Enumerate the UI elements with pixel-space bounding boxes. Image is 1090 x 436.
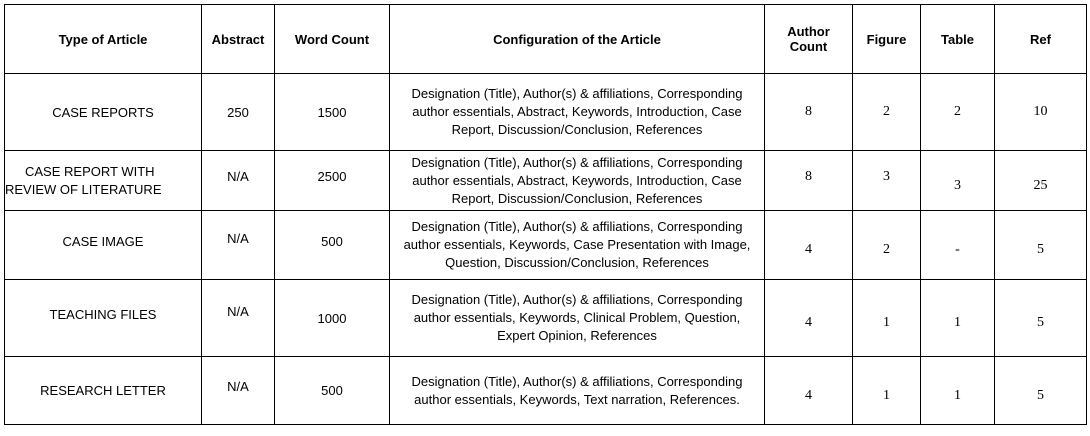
word-count-cell: 500 <box>275 211 390 280</box>
word-count-cell: 2500 <box>275 151 390 211</box>
abstract-cell: N/A <box>202 151 275 211</box>
type-cell: RESEARCH LETTER <box>5 357 202 425</box>
abstract-cell: N/A <box>202 211 275 280</box>
author-count-cell: 4 <box>765 357 853 425</box>
header-table: Table <box>921 5 995 74</box>
figure-cell: 3 <box>853 151 921 211</box>
word-count-cell: 1000 <box>275 280 390 357</box>
type-cell: CASE REPORT WITH REVIEW OF LITERATURE <box>5 151 202 211</box>
header-type: Type of Article <box>5 5 202 74</box>
configuration-cell: Designation (Title), Author(s) & affiliations, Corresponding author essentials, Keywords, Text narration, References. <box>390 357 765 425</box>
author-count-cell: 8 <box>765 151 853 211</box>
author-count-cell: 8 <box>765 74 853 151</box>
table-row <box>5 280 1087 357</box>
type-cell: CASE REPORTS <box>5 74 202 151</box>
ref-cell: 5 <box>995 211 1087 280</box>
table-count-cell: - <box>921 211 995 280</box>
figure-cell: 1 <box>853 280 921 357</box>
table-row <box>5 151 1087 211</box>
author-count-cell: 4 <box>765 280 853 357</box>
header-figure: Figure <box>853 5 921 74</box>
word-count-cell: 500 <box>275 357 390 425</box>
ref-cell: 5 <box>995 357 1087 425</box>
configuration-cell: Designation (Title), Author(s) & affiliations, Corresponding author essentials, Abstract, Keywords, Introduction, Case Report, Discussion/Conclusion, References <box>390 151 765 211</box>
header-author-count: Author Count <box>765 5 853 74</box>
figure-cell: 1 <box>853 357 921 425</box>
configuration-cell: Designation (Title), Author(s) & affiliations, Corresponding author essentials, Keywords, Clinical Problem, Question, Expert Opinion, References <box>390 280 765 357</box>
word-count-cell: 1500 <box>275 74 390 151</box>
figure-cell: 2 <box>853 74 921 151</box>
table-row <box>5 211 1087 280</box>
configuration-cell: Designation (Title), Author(s) & affiliations, Corresponding author essentials, Abstract, Keywords, Introduction, Case Report, Discussion/Conclusion, References <box>390 74 765 151</box>
header-configuration: Configuration of the Article <box>390 5 765 74</box>
header-ref: Ref <box>995 5 1087 74</box>
table-count-cell: 1 <box>921 357 995 425</box>
table-count-cell: 2 <box>921 74 995 151</box>
ref-cell: 10 <box>995 74 1087 151</box>
figure-cell: 2 <box>853 211 921 280</box>
abstract-cell: 250 <box>202 74 275 151</box>
configuration-cell: Designation (Title), Author(s) & affiliations, Corresponding author essentials, Keywords, Case Presentation with Image, Question, Discussion/Conclusion, References <box>390 211 765 280</box>
ref-cell: 5 <box>995 280 1087 357</box>
author-count-cell: 4 <box>765 211 853 280</box>
article-types-table <box>4 4 1087 425</box>
type-cell: CASE IMAGE <box>5 211 202 280</box>
ref-cell: 25 <box>995 151 1087 211</box>
table-count-cell: 1 <box>921 280 995 357</box>
header-row <box>5 5 1087 74</box>
abstract-cell: N/A <box>202 357 275 425</box>
header-abstract: Abstract <box>202 5 275 74</box>
table-count-cell: 3 <box>921 151 995 211</box>
header-word-count: Word Count <box>275 5 390 74</box>
type-cell: TEACHING FILES <box>5 280 202 357</box>
table-row <box>5 357 1087 425</box>
table-row <box>5 74 1087 151</box>
abstract-cell: N/A <box>202 280 275 357</box>
